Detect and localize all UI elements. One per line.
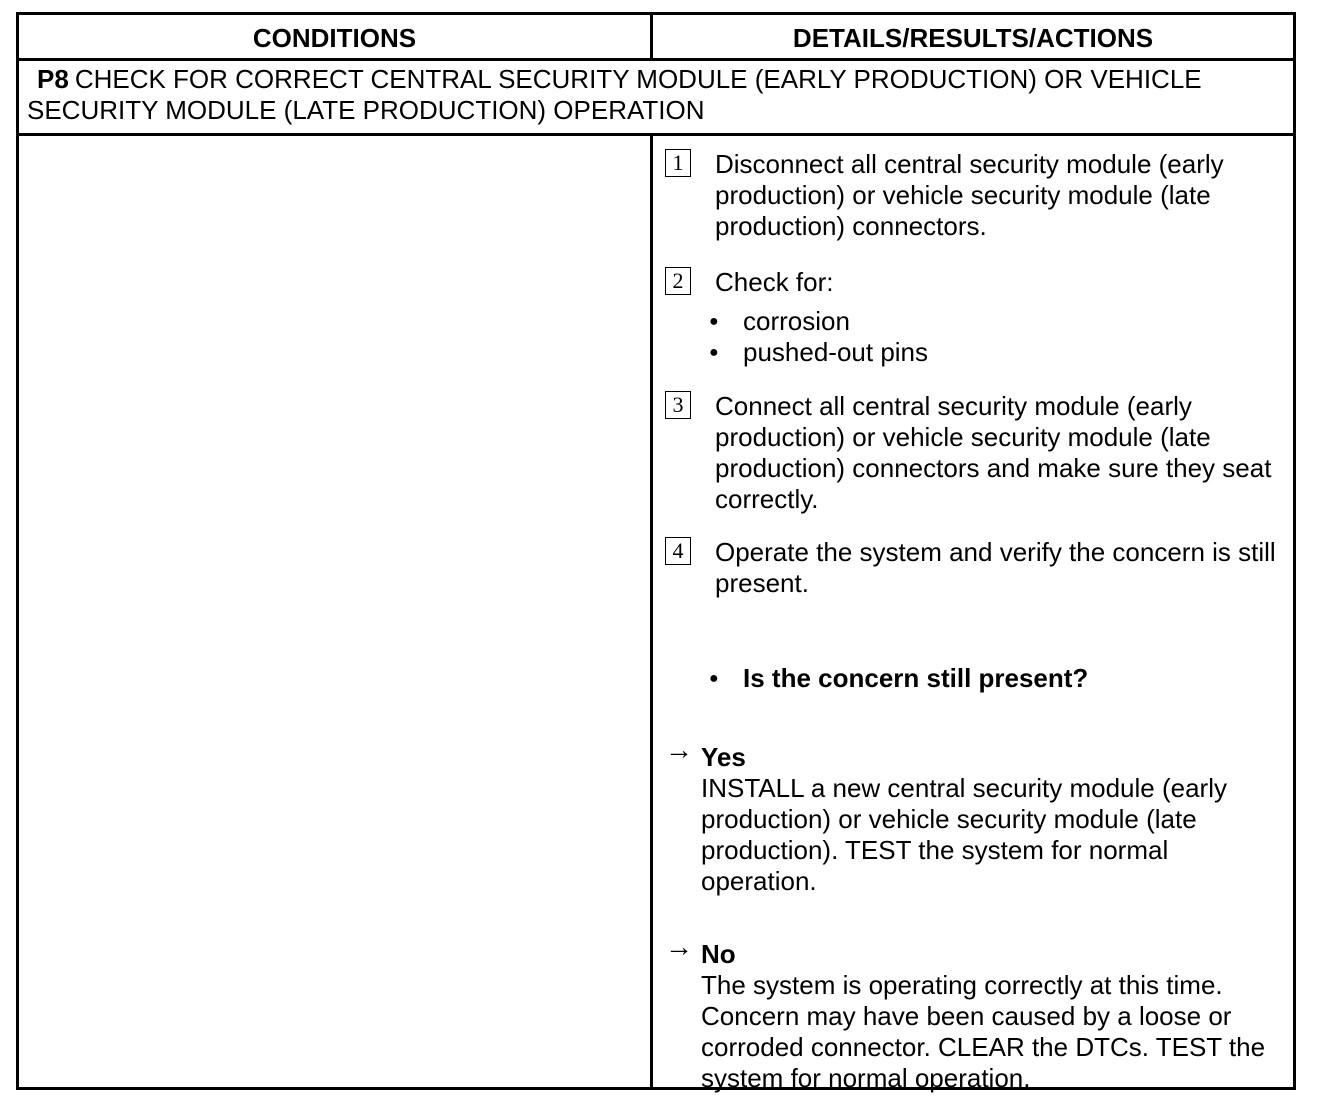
step-number-box: 4: [665, 537, 691, 565]
result-no: [665, 931, 1285, 1094]
action-step-2: [665, 267, 1285, 368]
bullet-item: ● corrosion: [665, 306, 1285, 337]
result-no-label: No: [701, 939, 736, 969]
details-header: DETAILS/RESULTS/ACTIONS: [792, 23, 1154, 53]
bullet-item: ● pushed-out pins: [665, 337, 1285, 368]
arrow-right-icon: →: [665, 734, 693, 765]
action-step-4: [665, 537, 1285, 599]
action-text: Connect all central security module (early production) or vehicle security module (late production) connectors and make sure they seat correctly.: [715, 391, 1272, 514]
action-step-1: [665, 149, 1285, 242]
result-yes-label: Yes: [701, 742, 746, 772]
diagnostic-table: [16, 12, 1296, 1093]
action-text: Disconnect all central security module (early production) or vehicle security module (late production) connectors.: [715, 149, 1224, 241]
step-id: P8: [37, 64, 69, 94]
step-number-box: 1: [665, 149, 691, 177]
step-title: CHECK FOR CORRECT CENTRAL SECURITY MODULE (EARLY PRODUCTION) OR VEHICLE SECURITY MODULE (LATE PRODUCTION) OPERATION: [27, 64, 1202, 125]
column-divider: [650, 136, 653, 1087]
action-text: Check for:: [715, 267, 834, 297]
conditions-cell: [19, 136, 650, 1087]
table-header: [19, 15, 1293, 61]
result-no-text: The system is operating correctly at this time. Concern may have been caused by a loose or corroded connector. CLEAR the DTCs. TEST the system for normal operation.: [701, 970, 1266, 1093]
table-body: [19, 136, 1293, 1093]
step-title-row: [19, 61, 1293, 136]
action-step-3: [665, 391, 1285, 515]
question: [665, 663, 1285, 694]
action-text: Operate the system and verify the concern is still present.: [715, 537, 1276, 598]
arrow-right-icon: →: [665, 931, 693, 962]
conditions-header: CONDITIONS: [252, 23, 417, 53]
question-text: ● Is the concern still present?: [665, 663, 1285, 694]
step-number-box: 3: [665, 391, 691, 419]
result-yes: [665, 734, 1285, 897]
result-yes-text: INSTALL a new central security module (early production) or vehicle security module (late production). TEST the system for normal operation.: [701, 773, 1227, 896]
step-number-box: 2: [665, 267, 691, 295]
